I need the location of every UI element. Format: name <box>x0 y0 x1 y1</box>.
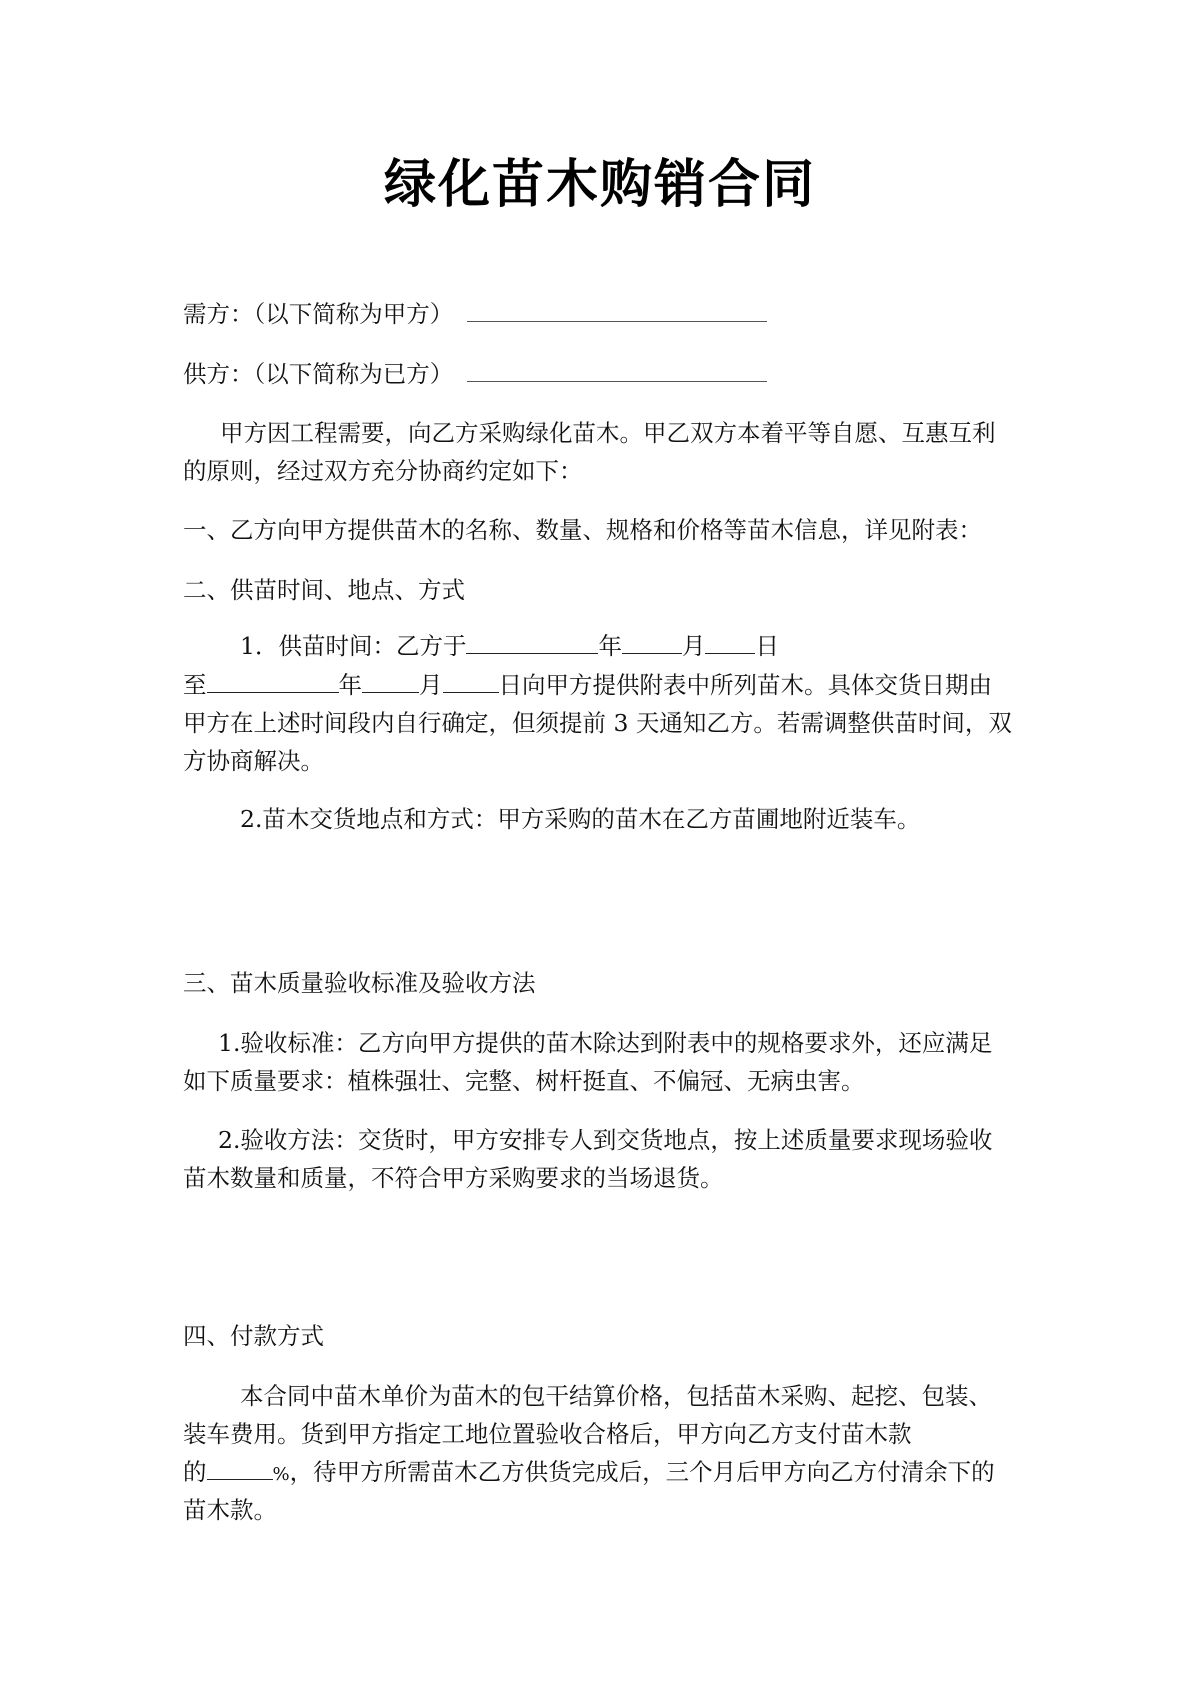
payment-suffix: ，待甲方所需苗木乙方供货完成后，三个月后甲方向乙方付清余下的 <box>289 1458 995 1486</box>
percent-sign: % <box>272 1464 290 1485</box>
clause-4-line-4: 苗木款。 <box>183 1496 277 1524</box>
clause-2-item-1-line-2 <box>183 666 1023 704</box>
clause-2-item-1-line-1 <box>183 627 1023 665</box>
supplier-name-blank[interactable] <box>467 357 767 382</box>
to-label: 至 <box>183 671 207 699</box>
end-day-blank[interactable] <box>443 668 499 693</box>
supplier-label: 供方：（以下简称为已方） <box>183 360 454 388</box>
month-label: 月 <box>419 671 443 699</box>
clause-3-item-2-line-2: 苗木数量和质量，不符合甲方采购要求的当场退货。 <box>183 1164 724 1192</box>
clause-3-item-1-line-1: 1.验收标准：乙方向甲方提供的苗木除达到附表中的规格要求外，还应满足 <box>218 1029 993 1057</box>
clause-4-heading: 四、付款方式 <box>183 1322 324 1350</box>
clause-3-item-2-line-1: 2.验收方法：交货时，甲方安排专人到交货地点，按上述质量要求现场验收 <box>218 1126 993 1154</box>
buyer-label: 需方：（以下简称为甲方） <box>183 300 454 328</box>
page-title: 绿化苗木购销合同 <box>383 155 816 215</box>
clause-2-item-1-line-4: 方协商解决。 <box>183 747 324 775</box>
clause-3-item-1-line-2: 如下质量要求：植株强壮、完整、树杆挺直、不偏冠、无病虫害。 <box>183 1067 865 1095</box>
year-label: 年 <box>598 632 622 660</box>
start-day-blank[interactable] <box>705 629 755 654</box>
clause-3-heading: 三、苗木质量验收标准及验收方法 <box>183 969 536 997</box>
clause-1: 一、乙方向甲方提供苗木的名称、数量、规格和价格等苗木信息，详见附表： <box>183 516 982 544</box>
buyer-line <box>183 295 1023 333</box>
start-month-blank[interactable] <box>622 629 682 654</box>
end-month-blank[interactable] <box>362 668 419 693</box>
clause-2-heading: 二、供苗时间、地点、方式 <box>183 576 465 604</box>
supply-time-label: 1．供苗时间：乙方于 <box>240 632 467 660</box>
payment-percent-blank[interactable] <box>207 1455 273 1480</box>
supplier-line <box>183 355 1023 393</box>
year-label: 年 <box>338 671 362 699</box>
clause-4-line-3 <box>183 1453 1023 1494</box>
clause-4-line-1: 本合同中苗木单价为苗木的包干结算价格，包括苗木采购、起挖、包装、 <box>240 1382 992 1410</box>
buyer-name-blank[interactable] <box>467 297 767 322</box>
end-year-blank[interactable] <box>207 668 339 693</box>
clause-2-item-2: 2.苗木交货地点和方式：甲方采购的苗木在乙方苗圃地附近装车。 <box>240 805 921 833</box>
start-year-blank[interactable] <box>466 629 598 654</box>
clause-2-item-1-line-3: 甲方在上述时间段内自行确定，但须提前 3 天通知乙方。若需调整供苗时间，双 <box>183 709 1012 737</box>
day-label: 日 <box>755 632 779 660</box>
intro-line-2: 的原则，经过双方充分协商约定如下： <box>183 457 583 485</box>
intro-line-1: 甲方因工程需要，向乙方采购绿化苗木。甲乙双方本着平等自愿、互惠互利 <box>220 419 996 447</box>
payment-prefix: 的 <box>183 1458 207 1486</box>
clause-4-line-2: 装车费用。货到甲方指定工地位置验收合格后，甲方向乙方支付苗木款 <box>183 1420 912 1448</box>
supply-suffix: 日向甲方提供附表中所列苗木。具体交货日期由 <box>498 671 992 699</box>
month-label: 月 <box>681 632 706 660</box>
